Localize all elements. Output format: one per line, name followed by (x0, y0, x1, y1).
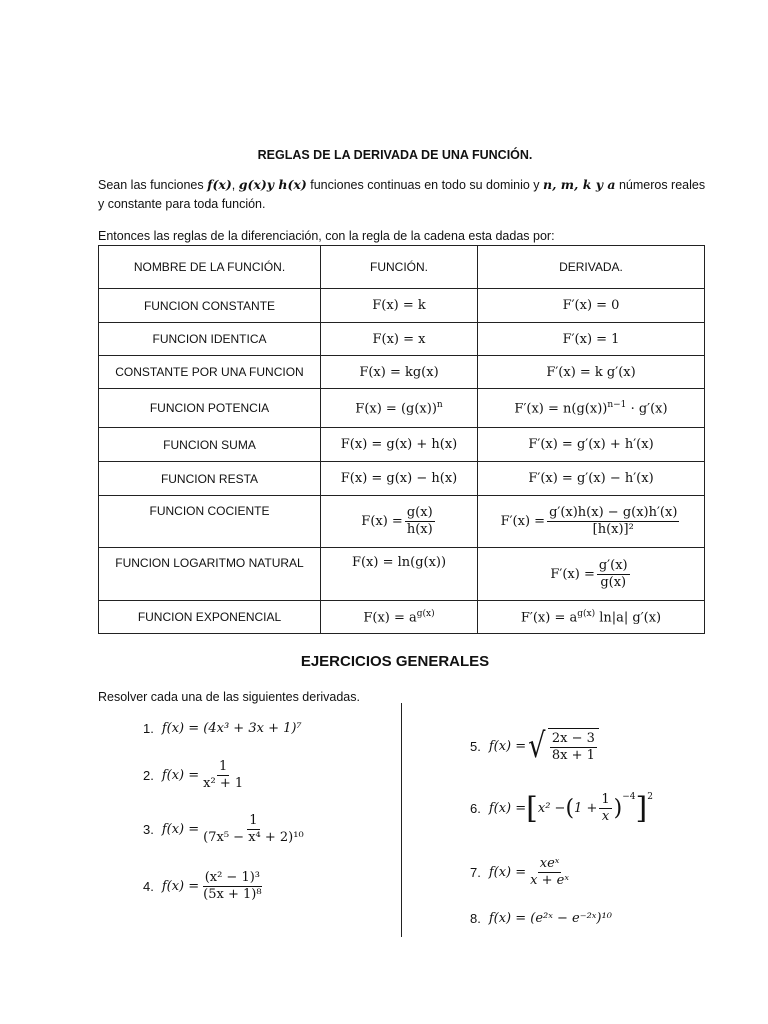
rule-function: F(x) = g(x) + h(x) (321, 428, 478, 462)
derivative-lhs: F′(x) = (550, 566, 595, 582)
header-name: NOMBRE DE LA FUNCIÓN. (99, 246, 321, 289)
rule-name: CONSTANTE POR UNA FUNCION (99, 356, 321, 389)
fraction-numerator: xeˣ (539, 856, 560, 871)
header-function: FUNCIÓN. (321, 246, 478, 289)
exercise-lhs: f(x) = (161, 822, 200, 837)
derivative-base: F′(x) = a (520, 610, 578, 626)
exercise-lhs: f(x) = (161, 879, 200, 894)
intro-text-2: funciones continuas en todo su dominio y (306, 178, 544, 192)
derivative-exponent: n−1 (607, 399, 627, 410)
exercise-lhs: f(x) = (488, 801, 527, 816)
table-row (99, 389, 705, 428)
rule-function: F(x) = g(x) − h(x) (321, 462, 478, 496)
function-lhs: F(x) = (361, 514, 403, 529)
bracket-close: ] (635, 790, 648, 826)
fraction-numerator: g′(x)h(x) − g(x)h′(x) (549, 505, 678, 520)
paren-close: ) (613, 795, 623, 821)
inner-exponent: −4 (622, 792, 636, 802)
derivative-rules-table (98, 245, 705, 634)
intro-text-3: números reales (615, 178, 706, 192)
exercise-fraction (201, 813, 306, 846)
exercise-lhs: f(x) = (488, 865, 527, 880)
chain-rule-text: Entonces las reglas de la diferenciación, con la regla de la cadena esta dadas por: (98, 229, 555, 243)
fraction-denominator: [h(x)]² (592, 522, 634, 537)
fraction-numerator: 1 (219, 759, 228, 774)
function-fraction (405, 505, 435, 538)
exercise-fraction (201, 870, 263, 903)
fraction-denominator: x² + 1 (203, 776, 244, 791)
rule-function (321, 601, 478, 634)
rule-function: F(x) = ln(g(x)) (321, 548, 478, 601)
exercise-number: 6. (470, 801, 481, 816)
rule-function: F(x) = k (321, 289, 478, 323)
fraction-denominator: (7x⁵ − x⁴ + 2)¹⁰ (203, 830, 304, 845)
outer-exponent: 2 (647, 792, 653, 802)
exercise-fraction (201, 759, 245, 792)
exercise-number: 2. (143, 768, 154, 783)
rule-derivative (478, 496, 705, 548)
rule-name: FUNCION RESTA (99, 462, 321, 496)
intro-f: f(x) (207, 177, 232, 192)
intro-constants: n, m, k y a (543, 177, 616, 192)
exercise-lhs: f(x) = (161, 768, 200, 783)
derivative-tail: · g′(x) (630, 401, 668, 417)
table-row (99, 289, 705, 323)
derivative-lhs: F′(x) = (500, 514, 546, 529)
exercise-6 (470, 792, 653, 825)
intro-text-1: Sean las funciones (98, 178, 208, 192)
derivative-fraction (547, 505, 679, 538)
table-row (99, 323, 705, 356)
rule-name: FUNCION SUMA (99, 428, 321, 462)
table-row (99, 548, 705, 601)
rule-derivative: F′(x) = 0 (478, 289, 705, 323)
table-row (99, 462, 705, 496)
exercise-lhs: f(x) = (488, 738, 527, 754)
rule-derivative: F′(x) = g′(x) − h′(x) (478, 462, 705, 496)
exercise-7 (470, 856, 573, 889)
derivative-base: F′(x) = n(g(x)) (514, 401, 608, 417)
rule-name: FUNCION IDENTICA (99, 323, 321, 356)
rule-derivative (478, 601, 705, 634)
exercise-1 (143, 721, 302, 736)
intro-g-h: g(x)y h(x) (238, 177, 307, 192)
fraction-denominator: h(x) (406, 522, 433, 537)
exercise-number: 3. (143, 822, 154, 837)
exercise-number: 4. (143, 879, 154, 894)
function-exponent: n (436, 399, 443, 410)
fraction-numerator: g′(x) (598, 557, 628, 573)
intro-comma: , (231, 178, 239, 192)
fraction-denominator: g(x) (600, 574, 627, 590)
derivative-exponent: g(x) (577, 608, 596, 619)
fraction-numerator: 1 (249, 813, 258, 828)
rule-function (321, 389, 478, 428)
exercise-term: x² − (537, 801, 566, 816)
exercise-3 (143, 813, 308, 846)
paren-open: ( (565, 795, 575, 821)
exercise-number: 5. (470, 738, 481, 754)
fraction-denominator: 8x + 1 (551, 748, 595, 763)
table-header-row (99, 246, 705, 289)
rule-name: FUNCION LOGARITMO NATURAL (99, 548, 321, 601)
rule-derivative: F′(x) = 1 (478, 323, 705, 356)
exercise-number: 1. (143, 721, 154, 736)
square-root (526, 728, 599, 764)
rule-name: FUNCION POTENCIA (99, 389, 321, 428)
rule-function (321, 496, 478, 548)
rule-name: FUNCION EXPONENCIAL (99, 601, 321, 634)
exercise-4 (143, 870, 266, 903)
rule-derivative: F′(x) = k g′(x) (478, 356, 705, 389)
derivative-fraction (597, 558, 630, 591)
intro-line-2: y constante para toda función. (98, 197, 266, 211)
instructions-text: Resolver cada una de las siguientes derivadas. (98, 690, 360, 704)
table-row (99, 356, 705, 389)
exercise-expression: f(x) = (4x³ + 3x + 1)⁷ (161, 721, 302, 736)
rule-name: FUNCION CONSTANTE (99, 289, 321, 323)
exercise-fraction (550, 731, 597, 764)
section-title: EJERCICIOS GENERALES (300, 653, 490, 670)
exercise-8 (470, 911, 612, 926)
fraction-numerator: 2x − 3 (551, 731, 595, 746)
fraction-numerator: g(x) (406, 505, 433, 520)
rule-name: FUNCION COCIENTE (99, 496, 321, 548)
exercise-2 (143, 759, 247, 792)
bracket-open: [ (526, 790, 538, 826)
fraction-denominator: x + eˣ (530, 873, 569, 888)
table-row (99, 428, 705, 462)
table-row (99, 496, 705, 548)
derivative-tail: ln|a| g′(x) (595, 610, 662, 626)
exercise-number: 8. (470, 911, 481, 926)
radical-sign-icon: √ (528, 726, 546, 766)
exercise-term: 1 + (574, 801, 598, 816)
function-base: F(x) = (g(x)) (355, 401, 437, 417)
exercise-fraction (528, 856, 571, 889)
exercise-expression: f(x) = (e²ˣ − e⁻²ˣ)¹⁰ (488, 911, 612, 926)
table-row (99, 601, 705, 634)
exercise-number: 7. (470, 865, 481, 880)
fraction-denominator: (5x + 1)⁸ (203, 887, 262, 902)
fraction-numerator: (x² − 1)³ (204, 870, 261, 885)
rule-derivative (478, 548, 705, 601)
fraction-numerator: 1 (601, 792, 610, 807)
rule-derivative: F′(x) = g′(x) + h′(x) (478, 428, 705, 462)
rule-derivative (478, 389, 705, 428)
rule-function: F(x) = x (321, 323, 478, 356)
exercise-5 (470, 728, 599, 764)
function-base: F(x) = a (363, 610, 417, 626)
page-title: REGLAS DE LA DERIVADA DE UNA FUNCIÓN. (257, 148, 533, 162)
radicand (548, 728, 599, 764)
exercise-fraction (599, 792, 611, 825)
fraction-denominator: x (601, 809, 610, 824)
function-exponent: g(x) (416, 608, 435, 619)
rule-function: F(x) = kg(x) (321, 356, 478, 389)
header-derivative: DERIVADA. (478, 246, 705, 289)
column-divider (401, 703, 402, 937)
intro-paragraph (98, 175, 718, 214)
